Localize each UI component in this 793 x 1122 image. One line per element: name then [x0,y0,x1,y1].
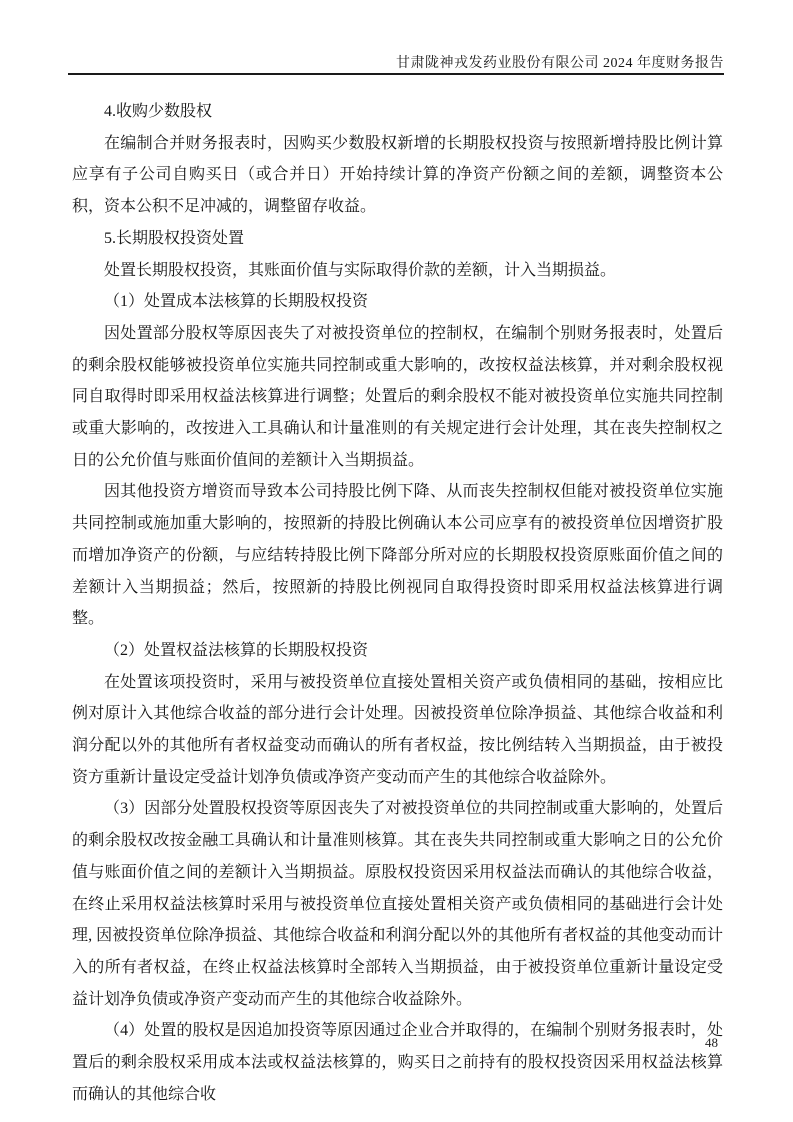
header-divider [68,73,724,75]
paragraph: （3）因部分处置股权投资等原因丧失了对被投资单位的共同控制或重大影响的，处置后的剩余股权改按金融工具确认和计量准则核算。其在丧失共同控制或重大影响之日的公允价值与账面价值之间的差额计入当期损益。原股权投资因采用权益法而确认的其他综合收益，在终止采用权益法核算时采用与被投资单位直接处置相关资产或负债相同的基础进行会计处理, 因被投资单位除净损益、其他综合收益和利润分配以外的其他所有者权益的其他变动而计入的所有者权益，在终止权益法核算时全部转入当期损益，由于被投资单位重新计量设定受益计划净负债或净资产变动而产生的其他综合收益除外。 [72,800,723,1008]
report-header: 甘肃陇神戎发药业股份有限公司 2024 年度财务报告 [396,56,724,71]
section-heading-lt-equity-disposal: 5.长期股权投资处置 [104,229,245,247]
subsection-heading-cost-method: （1）处置成本法核算的长期股权投资 [104,293,369,311]
page-number: 48 [705,1035,718,1050]
section-heading-acquire-minority-equity: 4.收购少数股权 [104,103,213,120]
page-body [72,96,723,1111]
paragraph: 因处置部分股权等原因丧失了对被投资单位的控制权，在编制个别财务报表时，处置后的剩余股权能够被投资单位实施共同控制或重大影响的，改按权益法核算，并对剩余股权视同自取得时即采用权益法核算进行调整；处置后的剩余股权不能对被投资单位实施共同控制或重大影响的，改按进入工具确认和计量准则的有关规定进行会计处理，其在丧失控制权之日的公允价值与账面价值间的差额计入当期损益。 [72,324,723,469]
paragraph: 在编制合并财务报表时，因购买少数股权新增的长期股权投资与按照新增持股比例计算应享有子公司自购买日（或合并日）开始持续计算的净资产份额之间的差额，调整资本公积，资本公积不足冲减的，调整留存收益。 [72,134,723,216]
paragraph: 在处置该项投资时，采用与被投资单位直接处置相关资产或负债相同的基础，按相应比例对原计入其他综合收益的部分进行会计处理。因被投资单位除净损益、其他综合收益和利润分配以外的其他所有者权益变动而确认的所有者权益，按比例结转入当期损益，由于被投资方重新计量设定受益计划净负债或净资产变动而产生的其他综合收益除外。 [72,673,723,786]
paragraph: 因其他投资方增资而导致本公司持股比例下降、从而丧失控制权但能对被投资单位实施共同控制或施加重大影响的，按照新的持股比例确认本公司应享有的被投资单位因增资扩股而增加净资产的份额，与应结转持股比例下降部分所对应的长期股权投资原账面价值之间的差额计入当期损益；然后，按照新的持股比例视同自取得投资时即采用权益法核算进行调整。 [72,483,723,628]
paragraph: 处置长期股权投资，其账面价值与实际取得价款的差额，计入当期损益。 [104,261,617,279]
subsection-heading-equity-method: （2）处置权益法核算的长期股权投资 [104,641,369,659]
paragraph: （4）处置的股权是因追加投资等原因通过企业合并取得的，在编制个别财务报表时，处置后的剩余股权采用成本法或权益法核算的，购买日之前持有的股权投资因采用权益法核算而确认的其他综合收 [72,1022,723,1103]
